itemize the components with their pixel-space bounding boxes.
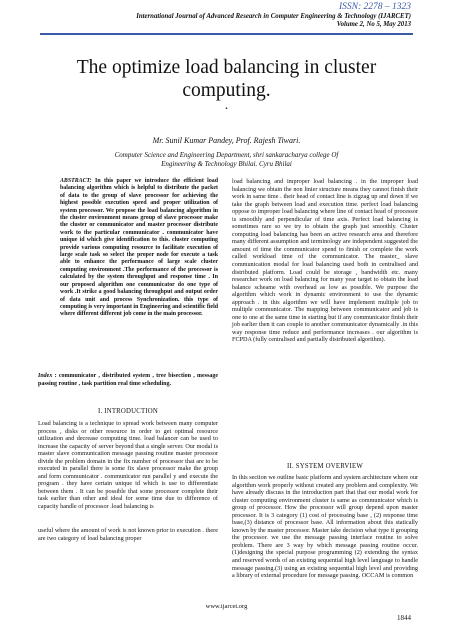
paper-title: The optimize load balancing in cluster computing. — [76, 57, 377, 101]
paper-affiliation: Computer Science and Engineering Department, shri sankaracharya college Of Engineering & Technology Bhilai. Cyru Bhilai — [114, 151, 339, 168]
footer-url: www.ijarcet.org — [205, 603, 248, 610]
index-terms-label: Index — [38, 373, 53, 379]
index-terms — [38, 373, 218, 388]
issn-label: ISSN: 2278 – 1323 — [338, 2, 411, 12]
section-heading-introduction: I. INTRODUCTION — [97, 408, 158, 415]
title-dot: . — [224, 98, 229, 113]
system-overview-paragraph: In this section we outline basic platform and system architecture where our algorithm work properly without created any problem and complexity. We have already discuss in the introduction part that that our modal work for cluster computing environment cluster is same as communicator which is group of processor. How the processor will group depend upon master processor. It is 3 category (1) cost of processing base , (2) response time base,(3) distance of processor base. All information about this statically known by the master processor. Master take decision what type it grouping the processor. we use the message passing interface routine to solve problem. There are 3 way by which message passing routine occur. (1)designing the special purpose programming (2) extending the syntax and reserved words of an existing sequential high level language to handle message passing.(3) using an existing sequential high level and providing a library of external procedure for message passing. OCCAM is common — [232, 474, 418, 580]
introduction-paragraph: Load balancing is a technique to spread work between many computer process , disks or other resource in order to get optimal resource utilization and decrease computing time. load balancer can be used to increase the capacity of server beyond that a single server. Our modal is master slave communication message passing routine master processor divide the problem domain in the fix number of processor that are to be executed in parallel there is some fix slave processor make the group and form communicator . communicator run parallel y and execute the program . they have certain unique id which is use to differentiate between them . It can be possible that some processor complete their task earlier than other and ideal for some time due to difference of capacity handle of processor .load balancing is — [38, 420, 218, 511]
header-rule — [40, 33, 413, 35]
abstract-text: In this paper we introduce the efficient load balancing algorithm which is helpful to distribute the packet of data to the group of slave processor for achieving the highest possible execution speed and proper utilization of system processor. We propose the load balancing algorithm in the cluster environment means group of slave processor make the cluster or communicator and master processor distribute work to the particular communicator . communicator have unique id which give identification to this. cluster computing provide various computing resource to facilitate execution of large scale task so select the proper node for execute a task able to enhance the performance of large scale cluster computing environment .The performance of the processor is calculated by the system throughput and response time . In our proposed algorithm one communicator do one type of work .It strike a good balancing throughput and output order of data unit and process Synchronization. this type of computing is very important in Engineering and scientific field where different different job come in the main processor. — [60, 178, 218, 318]
introduction-continuation: useful where the amount of work is not known prior to execution . there are two category of load balancing proper — [38, 527, 218, 542]
section-heading-system-overview: II. SYSTEM OVERVIEW — [287, 463, 363, 470]
journal-header — [51, 13, 411, 29]
abstract — [60, 178, 218, 319]
paper-authors: Mr. Sunil Kumar Pandey, Prof. Rajesh Tiwari. — [152, 136, 301, 145]
index-terms-text: : communicator , distributed system , tree bisection , message passing routine , task partition real time scheduling. — [38, 373, 218, 387]
abstract-label: ABSTRACT: — [60, 178, 92, 184]
right-column-paragraph: load balancing and improper load balancing . in the improper load balancing we obtain the non linier structure means they cannot finish their work in same time . their head of contact line is zigzag up and down if we take the graph between load and execution time. perfect load balancing oppose to improper load balancing where line of contact head of processor is smoothly and perpendicular of time axis. Perfect load balancing is sometimes rare so we try to obtain the graph just smoothly. Cluster computing load balancing has been an active research area and therefore many different assumption and terminology are independent suggested the amount of time the communicator spend to finish or complete the work called workload time of the communicator. The master_ slave communication modal for load balancing used both in centralised and distributed platform. Load could be storage , bandwidth etc. many researcher work on load balancing for many year target to obtain the load balance scheame with overhead as low as possible. We purpose the algorithm which work in dynamic environment to use the dynamic approach . in this algorithm we will have implement multiple job to multiple communicator. The mapping between communicator and job is one to one at the same time in starting but if any communicator finish their job earlier then it can couple to another communicator dynamically .in this way response time reduce and performance increases . our algorithm is FCPDA (fully centralised and partially distributed algorithm). — [232, 178, 418, 344]
journal-name: International Journal of Advanced Research in Computer Engineering & Technology (IJARCET) — [136, 13, 411, 20]
page-number: 1844 — [397, 614, 411, 622]
journal-volume: Volume 2, No 5, May 2013 — [336, 21, 411, 28]
